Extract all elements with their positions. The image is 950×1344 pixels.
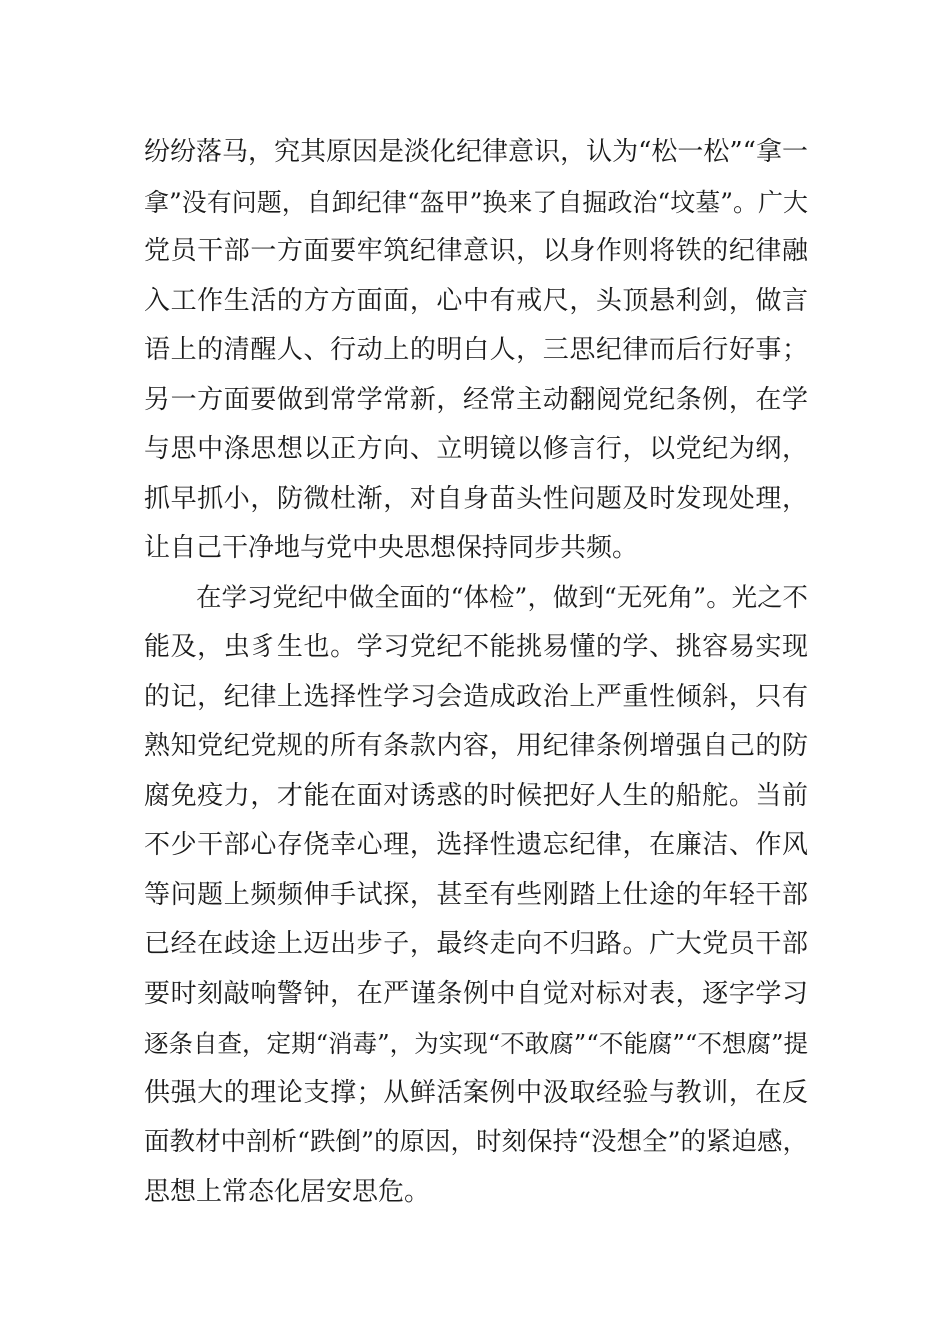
text-line: 面教材中剖析“跌倒”的原因，时刻保持“没想全”的紧迫感，: [144, 1127, 808, 1157]
text-line: 熟知党纪党规的所有条款内容，用纪律条例增强自己的防: [144, 731, 808, 761]
body-text: [144, 128, 808, 1217]
text-line: 供强大的理论支撑；从鲜活案例中汲取经验与教训，在反: [144, 1077, 808, 1108]
text-line: 等问题上频频伸手试探，甚至有些刚踏上仕途的年轻干部: [144, 879, 808, 910]
paragraph-2: [144, 574, 808, 1218]
text-line: 抓早抓小，防微杜渐，对自身苗头性问题及时发现处理，: [144, 483, 808, 514]
text-line: 让自己干净地与党中央思想保持同步共频。: [144, 533, 639, 563]
paragraph-1: [144, 128, 808, 574]
text-line: 逐条自查，定期“消毒”，为实现“不敢腐”“不能腐”“不想腐”提: [144, 1029, 808, 1058]
text-line: 思想上常态化居安思危。: [144, 1176, 431, 1207]
text-line: 语上的清醒人、行动上的明白人，三思纪律而后行好事；: [144, 335, 808, 365]
text-line: 纷纷落马，究其原因是淡化纪律意识，认为“松一松”“拿一: [144, 137, 808, 167]
text-line: 入工作生活的方方面面，心中有戒尺，头顶悬利剑，做言: [144, 285, 808, 316]
text-line: 的记，纪律上选择性学习会造成政治上严重性倾斜，只有: [144, 681, 808, 712]
text-line: 已经在歧途上迈出步子，最终走向不归路。广大党员干部: [144, 929, 808, 959]
text-line: 拿”没有问题，自卸纪律“盔甲”换来了自掘政治“坟墓”。广大: [144, 187, 808, 217]
text-line: 另一方面要做到常学常新，经常主动翻阅党纪条例，在学: [144, 384, 808, 415]
text-line: 能及，虫豸生也。学习党纪不能挑易懂的学、挑容易实现: [144, 632, 808, 662]
text-line: 在学习党纪中做全面的“体检”，做到“无死角”。光之不: [196, 582, 808, 613]
text-line: 与思中涤思想以正方向、立明镜以修言行，以党纪为纲，: [144, 434, 808, 464]
text-line: 腐免疫力，才能在面对诱惑的时候把好人生的船舵。当前: [144, 780, 808, 811]
text-line: 党员干部一方面要牢筑纪律意识，以身作则将铁的纪律融: [144, 236, 808, 266]
text-line: 不少干部心存侥幸心理，选择性遗忘纪律，在廉洁、作风: [144, 830, 808, 860]
text-line: 要时刻敲响警钟，在严谨条例中自觉对标对表，逐字学习: [144, 978, 808, 1009]
